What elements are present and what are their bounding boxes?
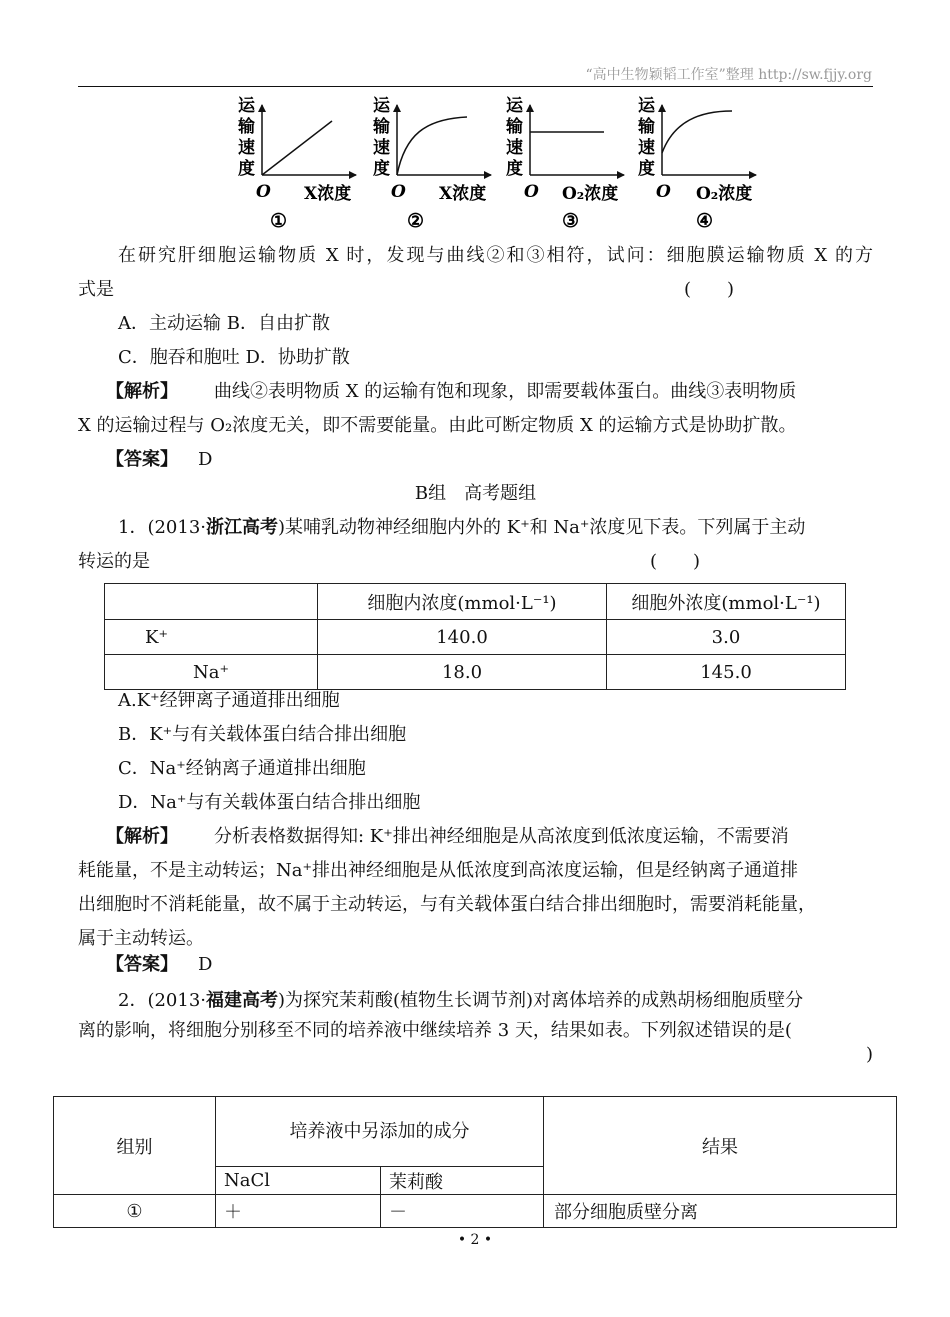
ion-concentration-table	[104, 583, 846, 690]
graph-3-ylabel-char: 输	[506, 117, 523, 137]
graph-3	[505, 96, 624, 232]
outside-value-cell: 3.0	[607, 620, 846, 655]
table-row	[54, 1195, 897, 1228]
page-number: • 2 •	[457, 1232, 493, 1248]
header-jasmonic-acid: 茉莉酸	[381, 1167, 544, 1195]
q0-options-line2: C．胞吞和胞吐 D．协助扩散	[118, 347, 350, 368]
ion-cell: Na⁺	[105, 655, 318, 690]
table-header-cell: 细胞内浓度(mmol·L⁻¹)	[318, 584, 607, 620]
outside-value-cell: 145.0	[607, 655, 846, 690]
q0-stem-line1: 在研究肝细胞运输物质 X 时，发现与曲线②和③相符，试问：细胞膜运输物质 X 的方	[118, 245, 873, 266]
graph-3-ylabel-char: 速	[506, 138, 523, 158]
graph-1-ylabel-char: 度	[238, 159, 255, 179]
q0-answer-paren: ( )	[684, 279, 735, 300]
graph-2-xlabel: X浓度	[439, 184, 487, 204]
q2-stem-line2: 离的影响，将细胞分别移至不同的培养液中继续培养 3 天，结果如表。下列叙述错误的是(	[78, 1020, 792, 1041]
graph-2	[372, 96, 491, 232]
transport-rate-graphs	[230, 95, 770, 237]
inside-value-cell: 140.0	[318, 620, 607, 655]
q0-analysis-text1: 曲线②表明物质 X 的运输有饱和现象，即需要载体蛋白。曲线③表明物质	[214, 381, 797, 402]
header-added-components: 培养液中另添加的成分	[216, 1097, 544, 1167]
header-group: 组别	[54, 1097, 216, 1195]
graph-3-ylabel-char: 度	[506, 159, 523, 179]
graph-2-ylabel-char: 输	[373, 117, 390, 137]
graph-1-ylabel-char: 速	[238, 138, 255, 158]
inside-value-cell: 18.0	[318, 655, 607, 690]
section-title: B组 高考题组	[414, 483, 537, 504]
q2-stem-line1	[78, 988, 873, 1014]
graph-2-number: ②	[407, 210, 425, 232]
graph-3-origin: O	[524, 182, 539, 202]
q1-stem-line1	[78, 515, 873, 541]
table-row	[105, 620, 846, 655]
q2-stem-text: )为探究茉莉酸(植物生长调节剂)对离体培养的成熟胡杨细胞质壁分	[278, 990, 804, 1011]
q1-stem-line2: 转运的是	[78, 551, 150, 572]
table-row	[105, 655, 846, 690]
header-nacl: NaCl	[216, 1167, 381, 1195]
table-header-cell	[105, 584, 318, 620]
graph-4-number: ④	[696, 210, 714, 232]
q1-analysis-line4: 属于主动转运。	[78, 928, 204, 949]
q1-analysis-line2: 耗能量，不是主动转运；Na⁺排出神经细胞是从低浓度到高浓度运输，但是经钠离子通道排	[78, 860, 798, 881]
page-header: “高中生物颖韬工作室”整理 http://sw.fjjy.org	[585, 67, 872, 83]
q1-year: (2013·	[147, 517, 207, 538]
q0-analysis-line2: X 的运输过程与 O₂浓度无关，即不需要能量。由此可断定物质 X 的运输方式是协助扩散。	[78, 415, 797, 436]
header-rule	[78, 86, 873, 87]
graph-4-ylabel-char: 输	[638, 117, 655, 137]
graph-1-ylabel-char: 输	[238, 117, 255, 137]
result-cell: 部分细胞质壁分离	[544, 1195, 897, 1228]
table-header-cell: 细胞外浓度(mmol·L⁻¹)	[607, 584, 846, 620]
graph-1	[237, 96, 356, 232]
q1-option-c: C．Na⁺经钠离子通道排出细胞	[118, 758, 366, 779]
q1-number: 1．	[118, 517, 148, 538]
graph-4-ylabel-char: 速	[638, 138, 655, 158]
q1-option-a: A.K⁺经钾离子通道排出细胞	[118, 690, 340, 711]
q1-answer-line	[78, 952, 873, 978]
header-result: 结果	[544, 1097, 897, 1195]
nacl-cell: ＋	[216, 1195, 381, 1228]
ion-cell: K⁺	[105, 620, 318, 655]
q2-source: 福建高考	[206, 990, 279, 1011]
q1-answer-paren: ( )	[650, 551, 701, 572]
q1-stem-text: )某哺乳动物神经细胞内外的 K⁺和 Na⁺浓度见下表。下列属于主动	[278, 517, 806, 538]
q0-stem-line2: 式是	[78, 279, 114, 300]
q1-analysis-text1: 分析表格数据得知: K⁺排出神经细胞是从高浓度到低浓度运输，不需要消	[214, 826, 789, 847]
q2-number: 2．	[118, 990, 148, 1011]
q1-analysis-label: 【解析】	[106, 826, 178, 847]
graph-3-number: ③	[562, 210, 580, 232]
graph-1-origin: O	[256, 182, 271, 202]
graph-2-curve	[397, 117, 467, 175]
q0-answer-line	[78, 447, 873, 473]
q0-analysis-line1	[78, 379, 873, 405]
graph-1-ylabel-char: 运	[238, 96, 255, 116]
q2-stem-line3: )	[865, 1044, 873, 1065]
graph-3-ylabel-char: 运	[506, 96, 523, 116]
q0-answer-value: D	[198, 449, 213, 470]
jasmonic-acid-cell: －	[381, 1195, 544, 1228]
q0-analysis-label: 【解析】	[106, 381, 178, 402]
graph-2-ylabel-char: 运	[373, 96, 390, 116]
graph-3-xlabel: O₂浓度	[562, 184, 619, 204]
q1-analysis-line3: 出细胞时不消耗能量，故不属于主动转运，与有关载体蛋白结合排出细胞时，需要消耗能量，	[78, 894, 816, 915]
jasmonic-acid-table	[53, 1096, 897, 1228]
q2-year: (2013·	[147, 990, 207, 1011]
graph-4-ylabel-char: 运	[638, 96, 655, 116]
q0-options-line1: A．主动运输 B．自由扩散	[118, 313, 330, 334]
graph-1-curve	[262, 121, 332, 175]
graph-2-ylabel-char: 度	[373, 159, 390, 179]
group-cell: ①	[54, 1195, 216, 1228]
graph-2-origin: O	[391, 182, 406, 202]
graph-4-curve	[662, 111, 732, 153]
graph-1-number: ①	[270, 210, 288, 232]
q1-answer-label: 【答案】	[106, 954, 178, 975]
q1-source: 浙江高考	[206, 517, 279, 538]
q0-answer-label: 【答案】	[106, 449, 178, 470]
q1-option-d: D．Na⁺与有关载体蛋白结合排出细胞	[118, 792, 421, 813]
q1-answer-value: D	[198, 954, 213, 975]
q1-option-b: B．K⁺与有关载体蛋白结合排出细胞	[118, 724, 407, 745]
graph-4-xlabel: O₂浓度	[696, 184, 753, 204]
graph-4-origin: O	[656, 182, 671, 202]
graph-1-xlabel: X浓度	[304, 184, 352, 204]
q1-analysis-line1	[78, 824, 873, 850]
graph-2-ylabel-char: 速	[373, 138, 390, 158]
graph-4-ylabel-char: 度	[638, 159, 655, 179]
graph-4	[637, 96, 756, 232]
